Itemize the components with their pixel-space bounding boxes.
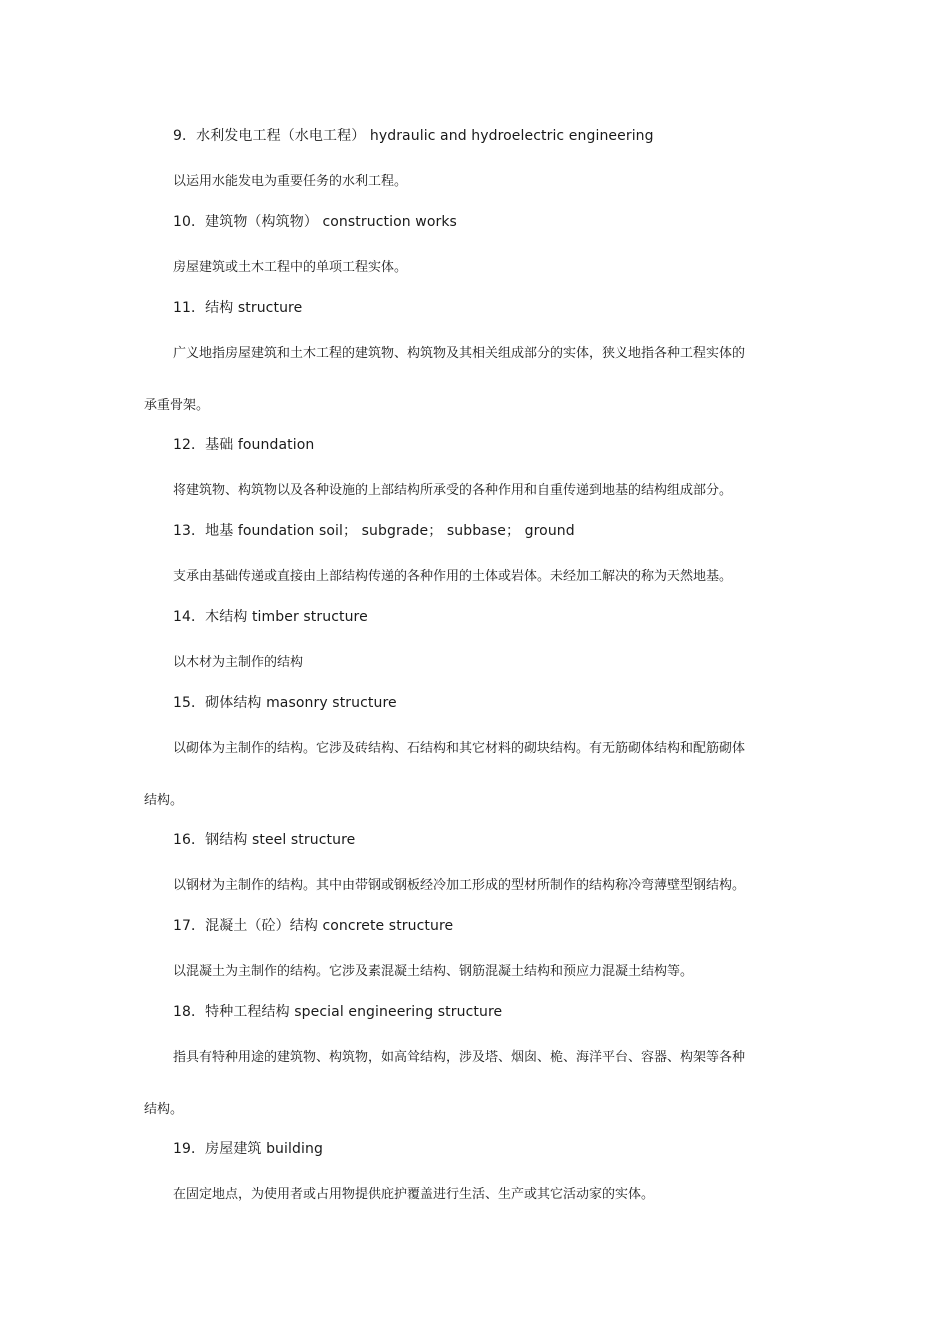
term-definition-15-continuation: 结构。 bbox=[144, 793, 184, 808]
term-definition-17: 以混凝土为主制作的结构。它涉及素混凝土结构、钢筋混凝土结构和预应力混凝土结构等。 bbox=[173, 964, 694, 979]
term-definition-10: 房屋建筑或土木工程中的单项工程实体。 bbox=[173, 260, 408, 275]
term-definition-14: 以木材为主制作的结构 bbox=[173, 655, 304, 670]
term-heading-16: 16．钢结构 steel structure bbox=[173, 832, 356, 848]
term-definition-11-continuation: 承重骨架。 bbox=[144, 398, 210, 413]
term-definition-19: 在固定地点，为使用者或占用物提供庇护覆盖进行生活、生产或其它活动家的实体。 bbox=[173, 1187, 655, 1202]
term-definition-9: 以运用水能发电为重要任务的水利工程。 bbox=[173, 174, 408, 189]
term-heading-17: 17．混凝土（砼）结构 concrete structure bbox=[173, 918, 454, 934]
term-heading-9: 9．水利发电工程（水电工程） hydraulic and hydroelectric engineering bbox=[173, 128, 654, 144]
term-definition-18-continuation: 结构。 bbox=[144, 1102, 184, 1117]
term-heading-10: 10．建筑物（构筑物） construction works bbox=[173, 214, 457, 230]
term-heading-12: 12．基础 foundation bbox=[173, 437, 315, 453]
term-heading-13: 13．地基 foundation soil； subgrade； subbase； ground bbox=[173, 523, 575, 539]
term-definition-12: 将建筑物、构筑物以及各种设施的上部结构所承受的各种作用和自重传递到地基的结构组成部分。 bbox=[173, 483, 733, 498]
term-heading-11: 11．结构 structure bbox=[173, 300, 303, 316]
term-definition-11: 广义地指房屋建筑和土木工程的建筑物、构筑物及其相关组成部分的实体，狭义地指各种工程实体的 bbox=[173, 346, 746, 361]
term-definition-16: 以钢材为主制作的结构。其中由带钢或钢板经冷加工形成的型材所制作的结构称冷弯薄壁型钢结构。 bbox=[173, 878, 746, 893]
term-heading-19: 19．房屋建筑 building bbox=[173, 1141, 323, 1157]
term-heading-15: 15．砌体结构 masonry structure bbox=[173, 695, 397, 711]
term-heading-14: 14．木结构 timber structure bbox=[173, 609, 368, 625]
term-definition-15: 以砌体为主制作的结构。它涉及砖结构、石结构和其它材料的砌块结构。有无筋砌体结构和配筋砌体 bbox=[173, 741, 746, 756]
term-definition-13: 支承由基础传递或直接由上部结构传递的各种作用的土体或岩体。未经加工解决的称为天然地基。 bbox=[173, 569, 733, 584]
term-heading-18: 18．特种工程结构 special engineering structure bbox=[173, 1004, 503, 1020]
term-definition-18: 指具有特种用途的建筑物、构筑物，如高耸结构，涉及塔、烟囱、桅、海洋平台、容器、构架等各种 bbox=[173, 1050, 746, 1065]
